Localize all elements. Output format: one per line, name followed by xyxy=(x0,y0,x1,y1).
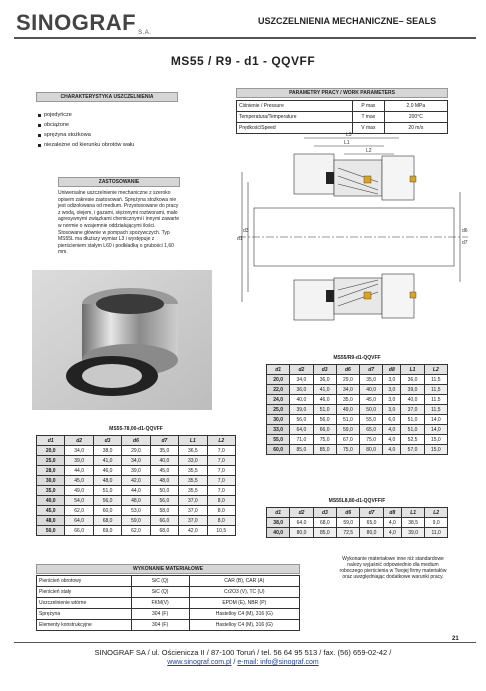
table2-header-cell: d1 xyxy=(37,436,65,446)
table1-cell: 80,0 xyxy=(360,445,383,455)
table1-cell: 40,0 xyxy=(360,385,383,395)
table1-cell: 15,0 xyxy=(424,435,447,445)
materials-table xyxy=(36,575,300,631)
table2-cell: 66,0 xyxy=(65,526,93,536)
characteristic-item: obciążone xyxy=(38,120,134,130)
dim-label-d7: d7 xyxy=(462,240,468,246)
table3-cell: 80,0 xyxy=(360,528,383,538)
table2-header-cell: d6 xyxy=(122,436,150,446)
page-number: 21 xyxy=(452,636,459,642)
table1-header-cell: d8 xyxy=(383,365,401,375)
material-alternatives: EPDM (E), NBR (P) xyxy=(189,598,299,609)
table2-cell: 28,0 xyxy=(37,466,65,476)
footer-email-link[interactable]: e-mail: info@sinograf.com xyxy=(237,659,319,666)
table2-cell: 68,0 xyxy=(150,526,178,536)
table3-header-cell: L1 xyxy=(401,508,424,518)
table3-cell: 9,0 xyxy=(425,518,448,528)
table2-header-cell: L1 xyxy=(179,436,207,446)
table2-row xyxy=(37,496,236,506)
table1-cell: 3,0 xyxy=(383,385,401,395)
table1-cell: 51,0 xyxy=(336,415,359,425)
table1-cell: 36,0 xyxy=(313,375,336,385)
table1-cell: 11,5 xyxy=(424,375,447,385)
table2-cell: 35,5 xyxy=(179,486,207,496)
table1-row xyxy=(267,375,448,385)
table1-cell: 75,0 xyxy=(360,435,383,445)
table2-cell: 35,0 xyxy=(37,486,65,496)
table2-cell: 35,0 xyxy=(150,446,178,456)
table2-cell: 48,0 xyxy=(37,516,65,526)
table2-cell: 40,0 xyxy=(150,456,178,466)
table3-header-cell: d1 xyxy=(267,508,290,518)
seal-technical-drawing xyxy=(234,132,474,322)
table1-header-cell: d6 xyxy=(336,365,359,375)
table1-cell: 66,0 xyxy=(313,425,336,435)
table2-cell: 48,0 xyxy=(150,476,178,486)
table1-cell: 60,0 xyxy=(267,445,290,455)
table1-cell: 71,0 xyxy=(290,435,313,445)
table1-cell: 85,0 xyxy=(313,445,336,455)
table1-cell: 40,0 xyxy=(290,395,313,405)
table2-cell: 7,0 xyxy=(207,466,235,476)
table1-row xyxy=(267,405,448,415)
materials-row xyxy=(37,587,300,598)
table1-cell: 37,0 xyxy=(401,405,424,415)
table1-cell: 52,5 xyxy=(401,435,424,445)
dim-label-d3: d3 xyxy=(243,228,249,234)
table1-cell: 29,0 xyxy=(336,375,359,385)
table2-row xyxy=(37,476,236,486)
table3-title: MS55L8,80-d1-QQVFF/F xyxy=(328,498,386,504)
model-title: MS55 / R9 - d1 - QQVFF xyxy=(170,54,316,68)
dim-label-l3: L3 xyxy=(346,132,352,138)
table3-header-cell: L2 xyxy=(425,508,448,518)
dim-label-d1: d1 xyxy=(237,236,243,242)
table2-cell: 69,0 xyxy=(93,526,121,536)
table1-cell: 49,0 xyxy=(336,405,359,415)
table2-cell: 50,0 xyxy=(150,486,178,496)
table2-row xyxy=(37,456,236,466)
table3-header-cell: d3 xyxy=(313,508,336,518)
material-code: SiC (Q) xyxy=(131,576,189,587)
table1-cell: 39,0 xyxy=(290,405,313,415)
table1-cell: 4,0 xyxy=(383,445,401,455)
param-symbol: V max xyxy=(353,123,385,134)
table1-cell: 51,0 xyxy=(401,415,424,425)
dim-label-d6: d6 xyxy=(462,228,468,234)
table1-header-cell: L1 xyxy=(401,365,424,375)
dim-label-l2: L2 xyxy=(366,148,372,154)
characteristic-item: pojedyńcze xyxy=(38,110,134,120)
table1-cell: 51,0 xyxy=(401,425,424,435)
characteristic-item: sprężyna stożkowa xyxy=(38,130,134,140)
table1-title: MS55/R9-d1-QQVFF xyxy=(333,355,381,361)
table2-cell: 64,0 xyxy=(65,516,93,526)
table1-cell: 45,0 xyxy=(360,395,383,405)
seal-product-photo xyxy=(32,270,212,410)
table2-row xyxy=(37,446,236,456)
table2-cell: 53,0 xyxy=(122,506,150,516)
material-code: FKM(V) xyxy=(131,598,189,609)
material-alternatives: Hastelloy C4 (M), 316 (G) xyxy=(189,620,299,631)
material-alternatives: Hastelloy C4 (M), 316 (G) xyxy=(189,609,299,620)
table2-cell: 29,0 xyxy=(122,446,150,456)
table1-row xyxy=(267,385,448,395)
material-code: SiC (Q) xyxy=(131,587,189,598)
table2-cell: 30,0 xyxy=(37,476,65,486)
material-alternatives: Cr2O3 (V), TC (U) xyxy=(189,587,299,598)
table2-cell: 7,0 xyxy=(207,476,235,486)
table2-cell: 44,0 xyxy=(65,466,93,476)
param-label: Ciśnienie / Pressure xyxy=(237,101,353,112)
material-part: Sprężyna xyxy=(37,609,132,620)
table1-cell: 64,0 xyxy=(290,425,313,435)
table1-cell: 65,0 xyxy=(360,425,383,435)
table1-cell: 85,0 xyxy=(290,445,313,455)
table2-cell: 39,0 xyxy=(122,466,150,476)
table1-cell: 11,5 xyxy=(424,405,447,415)
table1-row xyxy=(267,445,448,455)
table1-cell: 30,0 xyxy=(267,415,290,425)
table2-cell: 56,0 xyxy=(93,496,121,506)
table2-cell: 44,0 xyxy=(122,486,150,496)
material-part: Pierścień stały xyxy=(37,587,132,598)
table2-cell: 46,0 xyxy=(93,466,121,476)
table2-cell: 7,0 xyxy=(207,446,235,456)
table2-header-cell: L2 xyxy=(207,436,235,446)
table3-cell: 64,0 xyxy=(290,518,313,528)
table1-cell: 15,0 xyxy=(424,445,447,455)
table2-cell: 45,0 xyxy=(37,506,65,516)
table2-cell: 48,0 xyxy=(93,476,121,486)
table3-cell: 65,0 xyxy=(360,518,383,528)
table2-header-cell: d3 xyxy=(93,436,121,446)
table1-header-cell: L2 xyxy=(424,365,447,375)
table1-cell: 55,0 xyxy=(360,415,383,425)
table1-cell: 35,0 xyxy=(360,375,383,385)
material-alternatives: CAR (B), CAR (A) xyxy=(189,576,299,587)
table2-cell: 41,0 xyxy=(93,456,121,466)
param-symbol: T max xyxy=(353,112,385,123)
materials-note: Wykonanie materiałowe inne niż standardowe należy wyjaśnić odpowiednio dla medium roboczego pierścienia w Twojej firmy materiałów oraz uwzględniając dodatkowe warunki pracy. xyxy=(339,556,447,580)
table1-row xyxy=(267,435,448,445)
material-code: 304 (F) xyxy=(131,620,189,631)
footer-contact: www.sinograf.com.pl / e-mail: info@sinograf.com xyxy=(167,659,319,666)
table2-cell: 8,0 xyxy=(207,496,235,506)
table2-cell: 10,5 xyxy=(207,526,235,536)
table2-cell: 42,0 xyxy=(122,476,150,486)
characteristic-item: niezależne od kierunku obrotów wału xyxy=(38,140,134,150)
table2-cell: 54,0 xyxy=(65,496,93,506)
table1-cell: 55,0 xyxy=(267,435,290,445)
table2-cell: 37,0 xyxy=(179,516,207,526)
table1-header-cell: d7 xyxy=(360,365,383,375)
table3-row xyxy=(267,528,448,538)
table1-cell: 22,0 xyxy=(267,385,290,395)
table1-cell: 36,0 xyxy=(290,385,313,395)
footer-divider xyxy=(14,642,476,643)
table2-cell: 45,0 xyxy=(150,466,178,476)
table2-cell: 7,0 xyxy=(207,456,235,466)
table2-cell: 66,0 xyxy=(150,516,178,526)
table2-cell: 58,0 xyxy=(150,506,178,516)
materials-heading: WYKONANIE MATERIAŁOWE xyxy=(36,564,300,574)
table1-cell: 36,0 xyxy=(401,375,424,385)
table1-cell: 40,0 xyxy=(401,395,424,405)
params-heading: PARAMETRY PRACY / WORK PARAMETERS xyxy=(236,88,448,98)
table2-cell: 49,0 xyxy=(65,486,93,496)
table2-cell: 42,0 xyxy=(179,526,207,536)
table1-cell: 51,0 xyxy=(313,405,336,415)
table2-cell: 36,5 xyxy=(179,446,207,456)
table3-cell: 40,0 xyxy=(267,528,290,538)
table1-cell: 25,0 xyxy=(267,405,290,415)
footer-website-link[interactable]: www.sinograf.com.pl xyxy=(167,659,232,666)
table3-cell: 38,5 xyxy=(401,518,424,528)
table2-cell: 60,0 xyxy=(93,506,121,516)
characteristics-list xyxy=(38,110,134,150)
table1-cell: 3,0 xyxy=(383,405,401,415)
table2-cell: 8,0 xyxy=(207,506,235,516)
table2-cell: 34,0 xyxy=(122,456,150,466)
table1-cell: 50,0 xyxy=(360,405,383,415)
table2-header-cell: d2 xyxy=(65,436,93,446)
dimension-table-2 xyxy=(36,435,236,536)
param-label: Temperatura/Temperature xyxy=(237,112,353,123)
table2-cell: 40,0 xyxy=(37,496,65,506)
table1-cell: 20,0 xyxy=(267,375,290,385)
table3-cell: 38,0 xyxy=(267,518,290,528)
materials-row xyxy=(37,598,300,609)
materials-row xyxy=(37,609,300,620)
table2-cell: 59,0 xyxy=(122,516,150,526)
table2-cell: 62,0 xyxy=(65,506,93,516)
table3-cell: 39,0 xyxy=(401,528,424,538)
table2-cell: 51,0 xyxy=(93,486,121,496)
table1-cell: 75,0 xyxy=(313,435,336,445)
param-value: 200°C xyxy=(384,112,447,123)
param-value: 2,0 MPa xyxy=(384,101,447,112)
table1-cell: 6,0 xyxy=(383,415,401,425)
table1-cell: 33,0 xyxy=(267,425,290,435)
material-part: Elementy konstrukcyjne xyxy=(37,620,132,631)
description-text: Uniwersalne uszczelnienie mechaniczne z szeroko opisem zakresie zastosowań. Sprężyna stożkowa nie jest odizolowana od medium. Przystosowane do pracy z wodą, olejem, i gazami, stężonymi roztworami, mało agresywnymi związkami chemicznymi i innymi zawarte w normie o wzajemnie oddziałującymi ilości. Stosowane głównie w pompach spożywczych. Typ MS55L ma dłuższy wymiar L3 i występuje z pierścieniem stałym L60 i podkładką o grubości 1,60 mm. xyxy=(58,190,180,256)
table3-cell: 4,0 xyxy=(383,528,401,538)
table2-cell: 37,0 xyxy=(179,506,207,516)
table3-cell: 68,0 xyxy=(313,518,336,528)
table1-cell: 34,0 xyxy=(290,375,313,385)
table2-cell: 20,0 xyxy=(37,446,65,456)
table2-row xyxy=(37,516,236,526)
table1-cell: 3,0 xyxy=(383,375,401,385)
table1-row xyxy=(267,415,448,425)
material-code: 304 (F) xyxy=(131,609,189,620)
table3-header-cell: d8 xyxy=(383,508,401,518)
company-logo: SINOGRAF S.A. xyxy=(16,10,152,36)
material-part: Uszczelnienie wtórne xyxy=(37,598,132,609)
table2-row xyxy=(37,486,236,496)
materials-row xyxy=(37,576,300,587)
table1-cell: 67,0 xyxy=(336,435,359,445)
table3-header-cell: d7 xyxy=(360,508,383,518)
materials-row xyxy=(37,620,300,631)
table2-cell: 34,0 xyxy=(65,446,93,456)
table1-row xyxy=(267,425,448,435)
table1-cell: 11,5 xyxy=(424,395,447,405)
table2-cell: 35,5 xyxy=(179,476,207,486)
table2-cell: 7,0 xyxy=(207,486,235,496)
dimension-table-3 xyxy=(266,507,448,538)
table1-cell: 24,0 xyxy=(267,395,290,405)
table3-cell: 72,5 xyxy=(337,528,360,538)
description-heading: ZASTOSOWANIE xyxy=(58,177,180,187)
table1-cell: 59,0 xyxy=(336,425,359,435)
dimension-table-1 xyxy=(266,364,448,455)
characteristics-heading: CHARAKTERYSTYKA USZCZELNIENIA xyxy=(36,92,178,102)
table2-cell: 35,5 xyxy=(179,466,207,476)
table2-cell: 37,0 xyxy=(179,496,207,506)
table2-row xyxy=(37,466,236,476)
table2-cell: 62,0 xyxy=(122,526,150,536)
table3-cell: 80,0 xyxy=(290,528,313,538)
table1-cell: 14,0 xyxy=(424,425,447,435)
table2-cell: 50,0 xyxy=(37,526,65,536)
params-row xyxy=(237,112,448,123)
param-label: Prędkość/Speed xyxy=(237,123,353,134)
table2-cell: 56,0 xyxy=(150,496,178,506)
table1-cell: 4,0 xyxy=(383,435,401,445)
dim-label-l1: L1 xyxy=(344,140,350,146)
table3-cell: 59,0 xyxy=(337,518,360,528)
table2-title: MS55-78,00-d1-QQVFF xyxy=(109,426,163,432)
footer-address: SINOGRAF SA / ul. Ościenicza II / 87-100 Toruń / tel. 56 64 95 513 / fax. (56) 659-02-42 / xyxy=(94,648,392,657)
table1-cell: 14,0 xyxy=(424,415,447,425)
param-value: 20 m/s xyxy=(384,123,447,134)
table3-row xyxy=(267,518,448,528)
table1-cell: 35,0 xyxy=(336,395,359,405)
params-row xyxy=(237,101,448,112)
param-symbol: P max xyxy=(353,101,385,112)
table1-header-cell: d2 xyxy=(290,365,313,375)
table1-cell: 39,0 xyxy=(401,385,424,395)
page-header-title: USZCZELNIENIA MECHANICZNE– SEALS xyxy=(258,16,437,26)
params-table xyxy=(236,100,448,134)
table1-cell: 57,0 xyxy=(401,445,424,455)
table1-cell: 11,5 xyxy=(424,385,447,395)
table3-cell: 85,0 xyxy=(313,528,336,538)
table2-cell: 68,0 xyxy=(93,516,121,526)
material-part: Pierścień obrotowy xyxy=(37,576,132,587)
table3-cell: 4,0 xyxy=(383,518,401,528)
table1-cell: 41,0 xyxy=(313,385,336,395)
table2-row xyxy=(37,506,236,516)
table2-header-cell: d7 xyxy=(150,436,178,446)
table2-cell: 33,0 xyxy=(179,456,207,466)
table2-row xyxy=(37,526,236,536)
table2-cell: 25,0 xyxy=(37,456,65,466)
table1-header-cell: d1 xyxy=(267,365,290,375)
table2-cell: 8,0 xyxy=(207,516,235,526)
table1-cell: 56,0 xyxy=(290,415,313,425)
table1-cell: 56,0 xyxy=(313,415,336,425)
table2-cell: 48,0 xyxy=(122,496,150,506)
table2-cell: 45,0 xyxy=(65,476,93,486)
table2-cell: 39,0 xyxy=(65,456,93,466)
table2-cell: 38,0 xyxy=(93,446,121,456)
table1-row xyxy=(267,395,448,405)
header-divider xyxy=(14,37,476,39)
table1-cell: 75,0 xyxy=(336,445,359,455)
table1-cell: 34,0 xyxy=(336,385,359,395)
table3-header-cell: d2 xyxy=(290,508,313,518)
table1-cell: 3,0 xyxy=(383,395,401,405)
table1-cell: 46,0 xyxy=(313,395,336,405)
table3-header-cell: d6 xyxy=(337,508,360,518)
table3-cell: 11,0 xyxy=(425,528,448,538)
table1-header-cell: d3 xyxy=(313,365,336,375)
table1-cell: 4,0 xyxy=(383,425,401,435)
